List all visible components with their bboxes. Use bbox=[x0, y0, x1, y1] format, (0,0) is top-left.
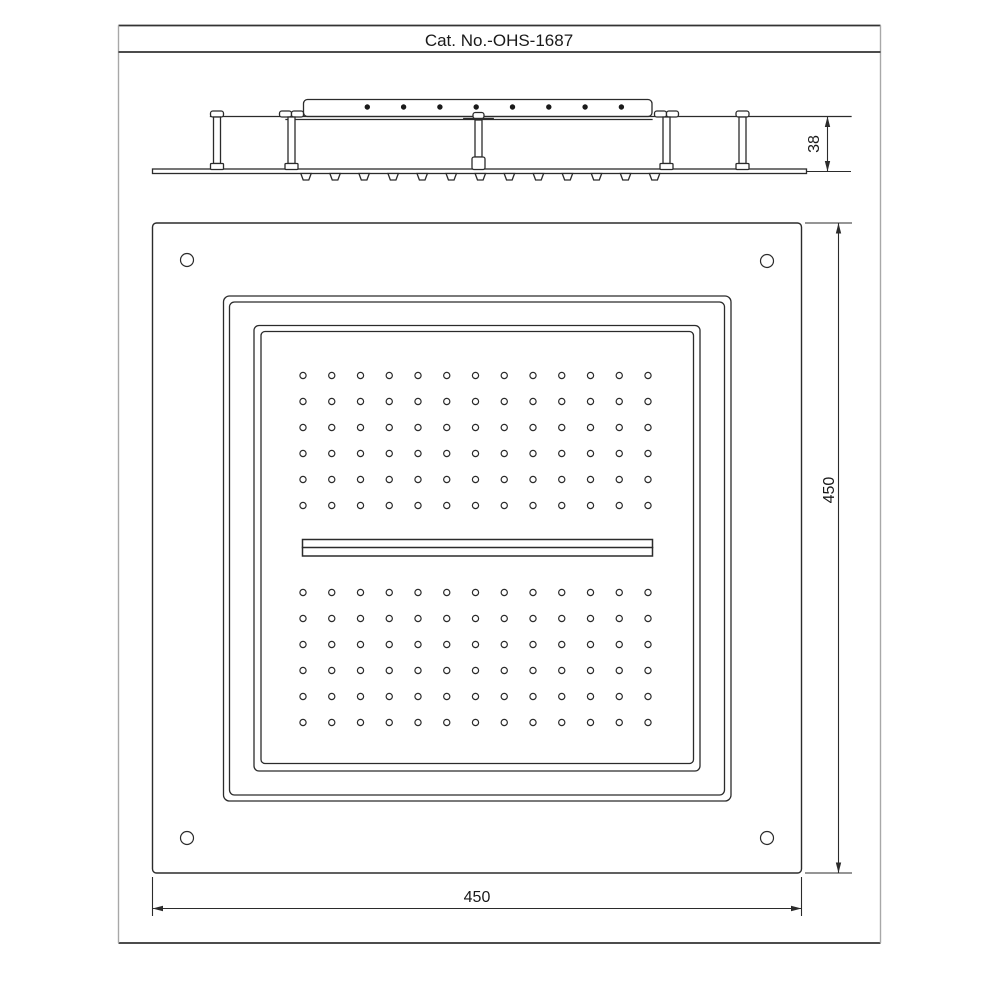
spray-hole bbox=[329, 476, 335, 482]
spray-hole bbox=[329, 424, 335, 430]
dimension-height bbox=[805, 223, 852, 873]
post-cap bbox=[280, 111, 292, 117]
spray-hole bbox=[559, 502, 565, 508]
spray-hole bbox=[587, 589, 593, 595]
post-base bbox=[211, 164, 224, 170]
spray-hole bbox=[616, 372, 622, 378]
spray-hole bbox=[357, 450, 363, 456]
spray-hole bbox=[616, 667, 622, 673]
housing-bolt-dot bbox=[437, 104, 442, 109]
spray-hole bbox=[587, 615, 593, 621]
height-dimension-label: 450 bbox=[821, 476, 838, 504]
front-view bbox=[153, 223, 802, 873]
spray-hole bbox=[616, 719, 622, 725]
spray-hole bbox=[559, 693, 565, 699]
nozzle-tip bbox=[388, 174, 398, 181]
spray-hole bbox=[559, 667, 565, 673]
spray-hole bbox=[300, 615, 306, 621]
spray-hole bbox=[645, 589, 651, 595]
spray-hole bbox=[559, 615, 565, 621]
spray-hole bbox=[300, 424, 306, 430]
spray-hole bbox=[616, 615, 622, 621]
spray-hole bbox=[386, 693, 392, 699]
spray-hole bbox=[300, 502, 306, 508]
spray-hole bbox=[645, 667, 651, 673]
post-stem bbox=[475, 120, 482, 157]
nozzle-tip bbox=[591, 174, 601, 181]
spray-hole bbox=[559, 372, 565, 378]
housing-bolt-dot bbox=[510, 104, 515, 109]
spray-hole bbox=[530, 719, 536, 725]
spray-hole bbox=[300, 693, 306, 699]
spray-hole bbox=[300, 372, 306, 378]
spray-hole bbox=[501, 589, 507, 595]
spray-hole bbox=[444, 667, 450, 673]
spray-hole bbox=[444, 641, 450, 647]
spray-nozzle-grid-top bbox=[300, 372, 651, 508]
spray-hole bbox=[587, 450, 593, 456]
spray-hole bbox=[444, 450, 450, 456]
spray-hole bbox=[587, 424, 593, 430]
spray-hole bbox=[559, 719, 565, 725]
post-base bbox=[736, 164, 749, 170]
spray-hole bbox=[444, 719, 450, 725]
spray-hole bbox=[415, 719, 421, 725]
post-base bbox=[285, 164, 298, 170]
waterfall-slot bbox=[303, 540, 653, 557]
spray-hole bbox=[300, 450, 306, 456]
spray-hole bbox=[386, 424, 392, 430]
spray-hole bbox=[444, 476, 450, 482]
spray-hole bbox=[329, 641, 335, 647]
spray-hole bbox=[300, 476, 306, 482]
post-cap bbox=[473, 113, 484, 119]
spray-hole bbox=[415, 667, 421, 673]
post-cap bbox=[211, 111, 224, 117]
spray-hole bbox=[472, 502, 478, 508]
spray-hole bbox=[559, 398, 565, 404]
spray-hole bbox=[444, 615, 450, 621]
spray-hole bbox=[357, 476, 363, 482]
spray-hole bbox=[559, 450, 565, 456]
spray-hole bbox=[501, 476, 507, 482]
spray-hole bbox=[645, 398, 651, 404]
post-stem bbox=[663, 117, 670, 164]
spray-hole bbox=[501, 372, 507, 378]
spray-hole bbox=[386, 667, 392, 673]
spray-hole bbox=[501, 502, 507, 508]
spray-hole bbox=[357, 615, 363, 621]
spray-hole bbox=[386, 615, 392, 621]
spray-hole bbox=[530, 641, 536, 647]
spray-hole bbox=[415, 502, 421, 508]
nozzle-tip bbox=[301, 174, 311, 181]
spray-hole bbox=[587, 476, 593, 482]
spray-hole bbox=[386, 589, 392, 595]
spray-hole bbox=[357, 667, 363, 673]
spray-hole bbox=[530, 450, 536, 456]
spray-hole bbox=[645, 615, 651, 621]
spray-hole bbox=[530, 693, 536, 699]
spray-hole bbox=[300, 589, 306, 595]
support-post-left bbox=[211, 111, 224, 170]
housing-bolt-dot bbox=[401, 104, 406, 109]
spray-hole bbox=[357, 424, 363, 430]
spray-hole bbox=[300, 641, 306, 647]
spray-hole bbox=[329, 615, 335, 621]
nozzle-tip bbox=[562, 174, 572, 181]
spray-hole bbox=[300, 398, 306, 404]
spray-hole bbox=[357, 502, 363, 508]
spray-hole bbox=[329, 589, 335, 595]
spray-hole bbox=[444, 424, 450, 430]
spray-hole bbox=[645, 693, 651, 699]
spray-hole bbox=[501, 641, 507, 647]
spray-hole bbox=[386, 719, 392, 725]
spray-hole bbox=[616, 424, 622, 430]
housing-bolt-dot bbox=[582, 104, 587, 109]
spray-hole bbox=[616, 398, 622, 404]
width-dimension-label: 450 bbox=[463, 889, 491, 906]
spray-hole bbox=[329, 372, 335, 378]
spray-hole bbox=[530, 667, 536, 673]
spray-hole bbox=[444, 589, 450, 595]
spray-hole bbox=[415, 398, 421, 404]
spray-hole bbox=[501, 450, 507, 456]
spray-hole bbox=[645, 719, 651, 725]
depth-dimension-label: 38 bbox=[806, 135, 823, 153]
sheet-border bbox=[119, 26, 881, 944]
spray-hole bbox=[329, 719, 335, 725]
spray-hole bbox=[587, 667, 593, 673]
spray-nozzle-grid-bottom bbox=[300, 589, 651, 725]
catalog-number: Cat. No.-OHS-1687 bbox=[424, 31, 574, 50]
spray-hole bbox=[472, 450, 478, 456]
spray-hole bbox=[645, 450, 651, 456]
spray-hole bbox=[616, 476, 622, 482]
spray-hole bbox=[530, 424, 536, 430]
spray-hole bbox=[386, 476, 392, 482]
spray-hole bbox=[559, 476, 565, 482]
spray-hole bbox=[444, 398, 450, 404]
spray-hole bbox=[386, 641, 392, 647]
nozzle-tip bbox=[330, 174, 340, 181]
spray-hole bbox=[559, 641, 565, 647]
side-view-nozzles bbox=[301, 174, 660, 181]
arrowhead-up bbox=[836, 223, 841, 234]
spray-hole bbox=[357, 641, 363, 647]
support-post-right-inner bbox=[655, 111, 679, 170]
spray-hole bbox=[386, 450, 392, 456]
post-base bbox=[660, 164, 673, 170]
post-cap bbox=[667, 111, 679, 117]
spray-hole bbox=[472, 398, 478, 404]
screw-hole-bottom-left bbox=[181, 832, 194, 845]
spray-hole bbox=[329, 450, 335, 456]
spray-hole bbox=[415, 641, 421, 647]
spray-hole bbox=[530, 398, 536, 404]
post-stem bbox=[288, 117, 295, 164]
spray-hole bbox=[472, 667, 478, 673]
spray-hole bbox=[530, 476, 536, 482]
spray-hole bbox=[616, 589, 622, 595]
nozzle-tip bbox=[359, 174, 369, 181]
nozzle-tip bbox=[533, 174, 543, 181]
spray-hole bbox=[472, 615, 478, 621]
spray-hole bbox=[501, 667, 507, 673]
spray-hole bbox=[559, 424, 565, 430]
spray-hole bbox=[415, 693, 421, 699]
spray-hole bbox=[645, 372, 651, 378]
spray-hole bbox=[501, 424, 507, 430]
spray-hole bbox=[559, 589, 565, 595]
housing-bolt-dots bbox=[365, 104, 625, 109]
spray-hole bbox=[616, 693, 622, 699]
spray-hole bbox=[530, 372, 536, 378]
nozzle-tip bbox=[620, 174, 630, 181]
housing-bolt-dot bbox=[474, 104, 479, 109]
arrowhead-right bbox=[791, 906, 802, 911]
spray-hole bbox=[415, 476, 421, 482]
corner-screw-holes bbox=[181, 254, 774, 845]
housing-bolt-dot bbox=[546, 104, 551, 109]
spray-hole bbox=[472, 372, 478, 378]
post-stem bbox=[214, 117, 221, 164]
spray-hole bbox=[357, 589, 363, 595]
spray-hole bbox=[415, 372, 421, 378]
nozzle-tip bbox=[446, 174, 456, 181]
arrowhead-down bbox=[825, 161, 830, 172]
spray-hole bbox=[587, 693, 593, 699]
arrowhead-down bbox=[836, 863, 841, 874]
spray-hole bbox=[386, 372, 392, 378]
spray-hole bbox=[300, 667, 306, 673]
screw-hole-top-right bbox=[761, 255, 774, 268]
spray-hole bbox=[530, 502, 536, 508]
spray-hole bbox=[587, 398, 593, 404]
post-cap bbox=[292, 111, 304, 117]
screw-hole-top-left bbox=[181, 254, 194, 267]
spray-hole bbox=[415, 450, 421, 456]
spray-hole bbox=[587, 372, 593, 378]
spray-hole bbox=[329, 398, 335, 404]
spray-hole bbox=[587, 641, 593, 647]
spray-hole bbox=[472, 641, 478, 647]
spray-hole bbox=[386, 398, 392, 404]
spray-hole bbox=[501, 615, 507, 621]
post-cap bbox=[736, 111, 749, 117]
spray-hole bbox=[357, 398, 363, 404]
spray-hole bbox=[386, 502, 392, 508]
spray-hole bbox=[530, 589, 536, 595]
spray-hole bbox=[472, 589, 478, 595]
screw-hole-bottom-right bbox=[761, 832, 774, 845]
support-post-center bbox=[464, 113, 493, 170]
spray-hole bbox=[329, 667, 335, 673]
spray-hole bbox=[444, 693, 450, 699]
spray-hole bbox=[645, 502, 651, 508]
spray-hole bbox=[472, 476, 478, 482]
spray-hole bbox=[329, 693, 335, 699]
spray-hole bbox=[501, 398, 507, 404]
spray-hole bbox=[587, 502, 593, 508]
nozzle-tip bbox=[649, 174, 659, 181]
spray-hole bbox=[472, 424, 478, 430]
spray-hole bbox=[472, 719, 478, 725]
support-post-right bbox=[736, 111, 749, 170]
spray-hole bbox=[357, 372, 363, 378]
spray-hole bbox=[329, 502, 335, 508]
spray-hole bbox=[587, 719, 593, 725]
spray-hole bbox=[616, 450, 622, 456]
spray-hole bbox=[415, 589, 421, 595]
spray-hole bbox=[616, 641, 622, 647]
nozzle-tip bbox=[504, 174, 514, 181]
spray-hole bbox=[357, 719, 363, 725]
arrowhead-left bbox=[153, 906, 164, 911]
post-cap bbox=[655, 111, 667, 117]
spray-hole bbox=[444, 372, 450, 378]
spray-hole bbox=[415, 424, 421, 430]
nozzle-tip bbox=[475, 174, 485, 181]
spray-hole bbox=[645, 476, 651, 482]
spray-hole bbox=[472, 693, 478, 699]
post-base bbox=[472, 157, 485, 170]
spray-hole bbox=[501, 693, 507, 699]
spray-hole bbox=[645, 424, 651, 430]
spray-hole bbox=[616, 502, 622, 508]
spray-hole bbox=[415, 615, 421, 621]
spray-hole bbox=[444, 502, 450, 508]
post-stem bbox=[739, 117, 746, 164]
housing-bolt-dot bbox=[619, 104, 624, 109]
spray-hole bbox=[645, 641, 651, 647]
spray-hole bbox=[357, 693, 363, 699]
arrowhead-up bbox=[825, 117, 830, 128]
nozzle-tip bbox=[417, 174, 427, 181]
spray-hole bbox=[300, 719, 306, 725]
spray-hole bbox=[501, 719, 507, 725]
housing-bolt-dot bbox=[365, 104, 370, 109]
side-view bbox=[153, 100, 852, 181]
spray-hole bbox=[530, 615, 536, 621]
